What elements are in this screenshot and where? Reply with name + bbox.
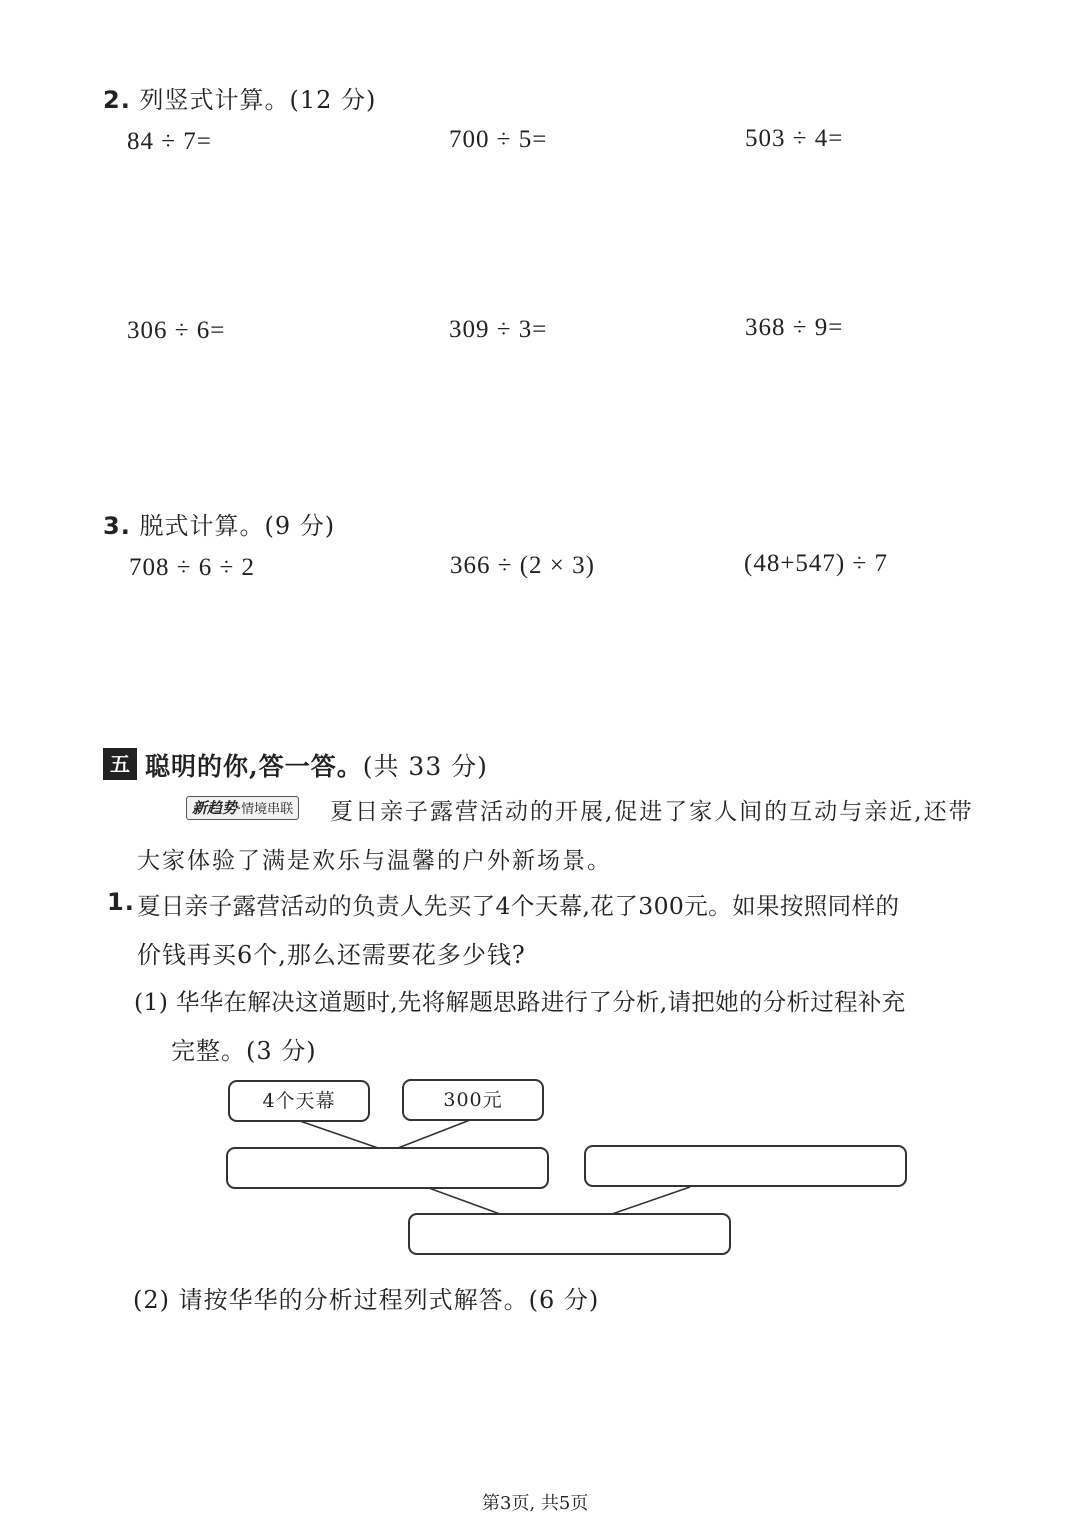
stepwise-problem-3: (48+547) ÷ 7 <box>744 550 888 577</box>
page-number: 第3页, 共5页 <box>482 1493 589 1514</box>
vertical-problem-5: 309 ÷ 3= <box>449 316 548 343</box>
connector-line <box>398 1120 470 1148</box>
diagram-answer-box-left[interactable] <box>226 1147 549 1189</box>
vertical-problem-6: 368 ÷ 9= <box>745 314 844 341</box>
stepwise-problem-1: 708 ÷ 6 ÷ 2 <box>129 554 255 581</box>
intro-line-1: 夏日亲子露营活动的开展,促进了家人间的互动与亲近,还带 <box>330 799 974 825</box>
subquestion-2: (2) 请按华华的分析过程列式解答。(6 分) <box>133 1286 600 1314</box>
diagram-box-cost: 300元 <box>402 1079 544 1121</box>
connector-line <box>612 1187 690 1214</box>
subquestion-1-line-2: 完整。(3 分) <box>171 1037 317 1065</box>
diagram-answer-box-right[interactable] <box>584 1145 907 1187</box>
part-5-badge: 五 <box>103 748 137 780</box>
new-trend-tag-main: 新趋势 <box>192 799 238 817</box>
part-5-title-text: 聪明的你,答一答。 <box>145 752 363 781</box>
part-5-points: (共 33 分) <box>362 752 488 781</box>
subquestion-1-line-1: (1) 华华在解决这道题时,先将解题思路进行了分析,请把她的分析过程补充 <box>134 988 906 1016</box>
vertical-problem-4: 306 ÷ 6= <box>127 317 226 344</box>
question-1-line-2: 价钱再买6个,那么还需要花多少钱? <box>137 941 526 969</box>
connector-line <box>426 1187 500 1214</box>
diagram-answer-box-bottom[interactable] <box>408 1213 731 1255</box>
question-1-line-1: 夏日亲子露营活动的负责人先买了4个天幕,花了300元。如果按照同样的 <box>137 892 900 920</box>
new-trend-tag-sub: ·情境串联 <box>237 802 294 817</box>
connector-line <box>297 1120 378 1148</box>
stepwise-problem-2: 366 ÷ (2 × 3) <box>450 552 595 579</box>
vertical-problem-2: 700 ÷ 5= <box>449 126 548 153</box>
vertical-problem-3: 503 ÷ 4= <box>745 125 844 152</box>
section-2-title-text: 列竖式计算。(12 分) <box>139 86 377 114</box>
vertical-problem-1: 84 ÷ 7= <box>127 128 212 155</box>
question-1-number: 1. <box>107 888 135 916</box>
section-3-title-text: 脱式计算。(9 分) <box>139 512 336 540</box>
intro-line-2: 大家体验了满是欢乐与温馨的户外新场景。 <box>137 848 612 874</box>
section-2-number: 2. <box>103 86 131 114</box>
section-3-number: 3. <box>103 512 131 540</box>
diagram-box-tents: 4个天幕 <box>228 1080 370 1122</box>
